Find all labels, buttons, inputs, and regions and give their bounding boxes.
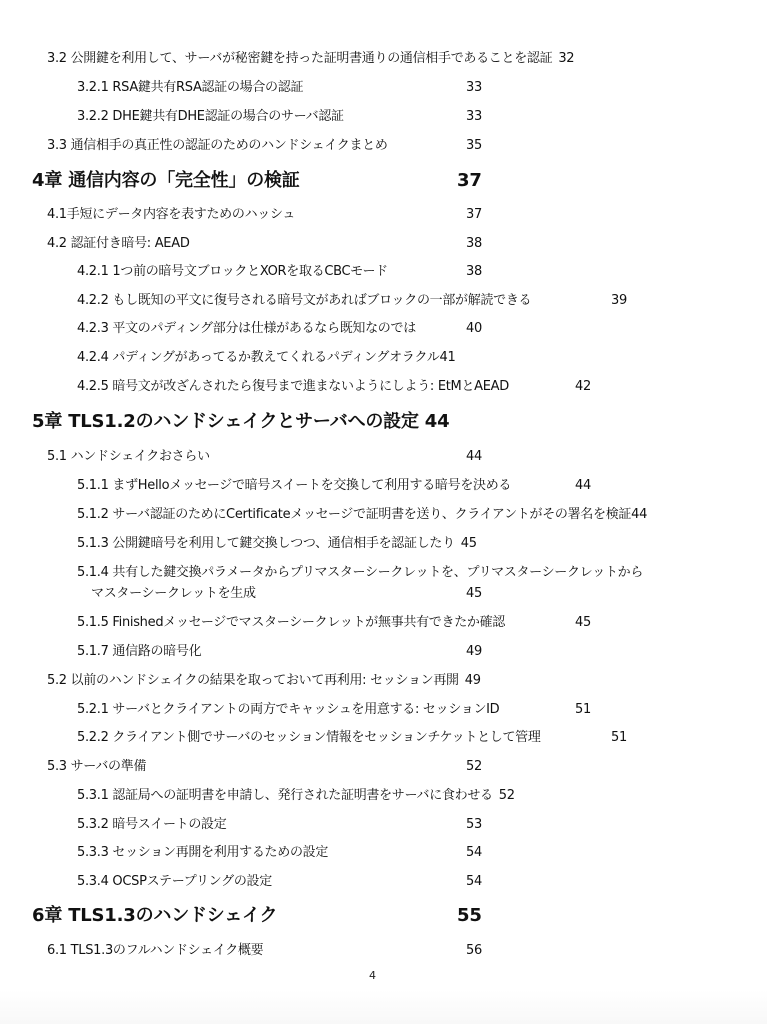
toc-entry-title: 5.3.2 暗号スイートの設定 bbox=[77, 817, 227, 832]
toc-entry[interactable] bbox=[77, 565, 644, 601]
toc-entry-page: 45 bbox=[460, 536, 477, 551]
toc-chapter-entry[interactable] bbox=[32, 905, 482, 927]
toc-entry-title: 3.2.2 DHE鍵共有DHE認証の場合のサーバ認証 bbox=[77, 109, 344, 124]
toc-entry-page: 49 bbox=[466, 644, 482, 659]
toc-entry-page: 49 bbox=[464, 673, 481, 688]
toc-entry[interactable] bbox=[77, 874, 482, 890]
page-number: 4 bbox=[369, 969, 376, 982]
toc-chapter-entry[interactable] bbox=[32, 411, 449, 433]
toc-entry-page: 45 bbox=[575, 615, 591, 630]
toc-entry[interactable] bbox=[47, 138, 482, 154]
toc-entry-title: 4.2.1 1つ前の暗号文ブロックとXORを取るCBCモード bbox=[77, 264, 388, 279]
toc-entry[interactable] bbox=[47, 943, 482, 959]
toc-entry[interactable] bbox=[77, 702, 591, 718]
toc-entry[interactable] bbox=[77, 80, 482, 96]
toc-entry[interactable] bbox=[47, 673, 481, 689]
toc-entry-title-continued: マスターシークレットを生成 bbox=[91, 586, 256, 601]
toc-entry-page: 44 bbox=[575, 478, 591, 493]
toc-entry-title: 6.1 TLS1.3のフルハンドシェイク概要 bbox=[47, 943, 264, 958]
toc-entry[interactable] bbox=[77, 350, 455, 366]
toc-entry[interactable] bbox=[77, 321, 482, 337]
toc-chapter-entry[interactable] bbox=[32, 170, 482, 192]
toc-entry-page: 32 bbox=[558, 51, 575, 66]
toc-entry-title: 5.1.2 サーバ認証のためにCertificateメッセージで証明書を送り、クライアントがその署名を検証 bbox=[77, 507, 632, 522]
toc-entry[interactable] bbox=[77, 730, 627, 746]
toc-entry[interactable] bbox=[77, 615, 591, 631]
toc-entry-title: 5.2.2 クライアント側でサーバのセッション情報をセッションチケットとして管理 bbox=[77, 730, 541, 745]
toc-entry-title: 4.2.2 もし既知の平文に復号される暗号文があればブロックの一部が解読できる bbox=[77, 293, 532, 308]
toc-entry[interactable] bbox=[77, 379, 591, 395]
toc-entry-title: 5.1 ハンドシェイクおさらい bbox=[47, 449, 210, 464]
toc-entry[interactable] bbox=[47, 236, 482, 252]
toc-entry-title: 3.2 公開鍵を利用して、サーバが秘密鍵を持った証明書通りの通信相手であることを認証 bbox=[47, 51, 553, 66]
toc-entry[interactable] bbox=[77, 788, 515, 804]
toc-entry-title: 3.2.1 RSA鍵共有RSA認証の場合の認証 bbox=[77, 80, 304, 95]
toc-entry-title: 5.1.3 公開鍵暗号を利用して鍵交換しつつ、通信相手を認証したり bbox=[77, 536, 455, 551]
toc-entry-title: 5.2.1 サーバとクライアントの両方でキャッシュを用意する: セッションID bbox=[77, 702, 500, 717]
toc-entry-page: 39 bbox=[611, 293, 627, 308]
toc-entry-page: 44 bbox=[631, 507, 648, 522]
toc-entry[interactable] bbox=[77, 507, 647, 523]
toc-entry-page: 35 bbox=[466, 138, 482, 153]
toc-entry-title: 5.1.5 Finishedメッセージでマスターシークレットが無事共有できたか確認 bbox=[77, 615, 505, 630]
toc-entry-title: 4.2.3 平文のパディング部分は仕様があるなら既知なのでは bbox=[77, 321, 416, 336]
toc-entry-page: 33 bbox=[466, 109, 482, 124]
toc-entry[interactable] bbox=[47, 51, 574, 67]
toc-entry[interactable] bbox=[77, 293, 627, 309]
toc-entry-title: 4.1手短にデータ内容を表すためのハッシュ bbox=[47, 207, 296, 222]
toc-entry-page: 52 bbox=[498, 788, 515, 803]
toc-entry-page: 41 bbox=[439, 350, 456, 365]
toc-entry[interactable] bbox=[47, 207, 482, 223]
toc-entry[interactable] bbox=[77, 536, 477, 552]
toc-entry-title: 5.3 サーバの準備 bbox=[47, 759, 147, 774]
toc-entry[interactable] bbox=[47, 449, 482, 465]
toc-entry-title: 4.2.5 暗号文が改ざんされたら復号まで進まないようにしよう: EtMとAEAD bbox=[77, 379, 509, 394]
toc-entry-title: 5章 TLS1.2のハンドシェイクとサーバへの設定 bbox=[32, 411, 419, 432]
toc-entry-page: 54 bbox=[466, 845, 482, 860]
toc-entry-title: 5.1.7 通信路の暗号化 bbox=[77, 644, 202, 659]
toc-entry[interactable] bbox=[77, 845, 482, 861]
toc-entry-page: 33 bbox=[466, 80, 482, 95]
toc-entry-title: 5.3.4 OCSPステープリングの設定 bbox=[77, 874, 272, 889]
toc-entry-page: 45 bbox=[466, 586, 482, 601]
toc-entry-page: 42 bbox=[575, 379, 591, 394]
toc-entry-title: 6章 TLS1.3のハンドシェイク bbox=[32, 905, 278, 926]
toc-entry[interactable] bbox=[77, 264, 482, 280]
toc-entry-page: 54 bbox=[466, 874, 482, 889]
toc-entry-page: 51 bbox=[575, 702, 591, 717]
toc-entry[interactable] bbox=[77, 817, 482, 833]
toc-entry-title: 3.3 通信相手の真正性の認証のためのハンドシェイクまとめ bbox=[47, 138, 388, 153]
toc-entry[interactable] bbox=[77, 109, 482, 125]
toc-entry-title: 5.3.3 セッション再開を利用するための設定 bbox=[77, 845, 329, 860]
toc-entry-title: 5.1.4 共有した鍵交換パラメータからプリマスターシークレットを、プリマスターシークレットから bbox=[77, 565, 644, 580]
toc-entry[interactable] bbox=[47, 759, 482, 775]
toc-entry-page: 53 bbox=[466, 817, 482, 832]
toc-entry-page: 40 bbox=[466, 321, 482, 336]
toc-entry-page: 37 bbox=[466, 207, 482, 222]
toc-entry-page: 44 bbox=[424, 411, 450, 432]
toc-entry-page: 52 bbox=[466, 759, 482, 774]
toc-entry-page: 56 bbox=[466, 943, 482, 958]
toc-entry[interactable] bbox=[77, 644, 482, 660]
toc-entry-page: 38 bbox=[466, 264, 482, 279]
toc-entry-title: 5.1.1 まずHelloメッセージで暗号スイートを交換して利用する暗号を決める bbox=[77, 478, 512, 493]
toc-entry-page: 51 bbox=[611, 730, 627, 745]
toc-entry-page: 55 bbox=[457, 905, 482, 926]
toc-entry-title: 5.3.1 認証局への証明書を申請し、発行された証明書をサーバに食わせる bbox=[77, 788, 493, 803]
toc-entry-page: 37 bbox=[457, 170, 482, 191]
toc-entry-page: 44 bbox=[466, 449, 482, 464]
toc-entry[interactable] bbox=[77, 478, 591, 494]
toc-entry-title: 4.2.4 パディングがあってるか教えてくれるパディングオラクル bbox=[77, 350, 440, 365]
toc-entry-page: 38 bbox=[466, 236, 482, 251]
toc-entry-title: 5.2 以前のハンドシェイクの結果を取っておいて再利用: セッション再開 bbox=[47, 673, 459, 688]
toc-entry-title: 4章 通信内容の「完全性」の検証 bbox=[32, 170, 300, 191]
toc-entry-title: 4.2 認証付き暗号: AEAD bbox=[47, 236, 190, 251]
